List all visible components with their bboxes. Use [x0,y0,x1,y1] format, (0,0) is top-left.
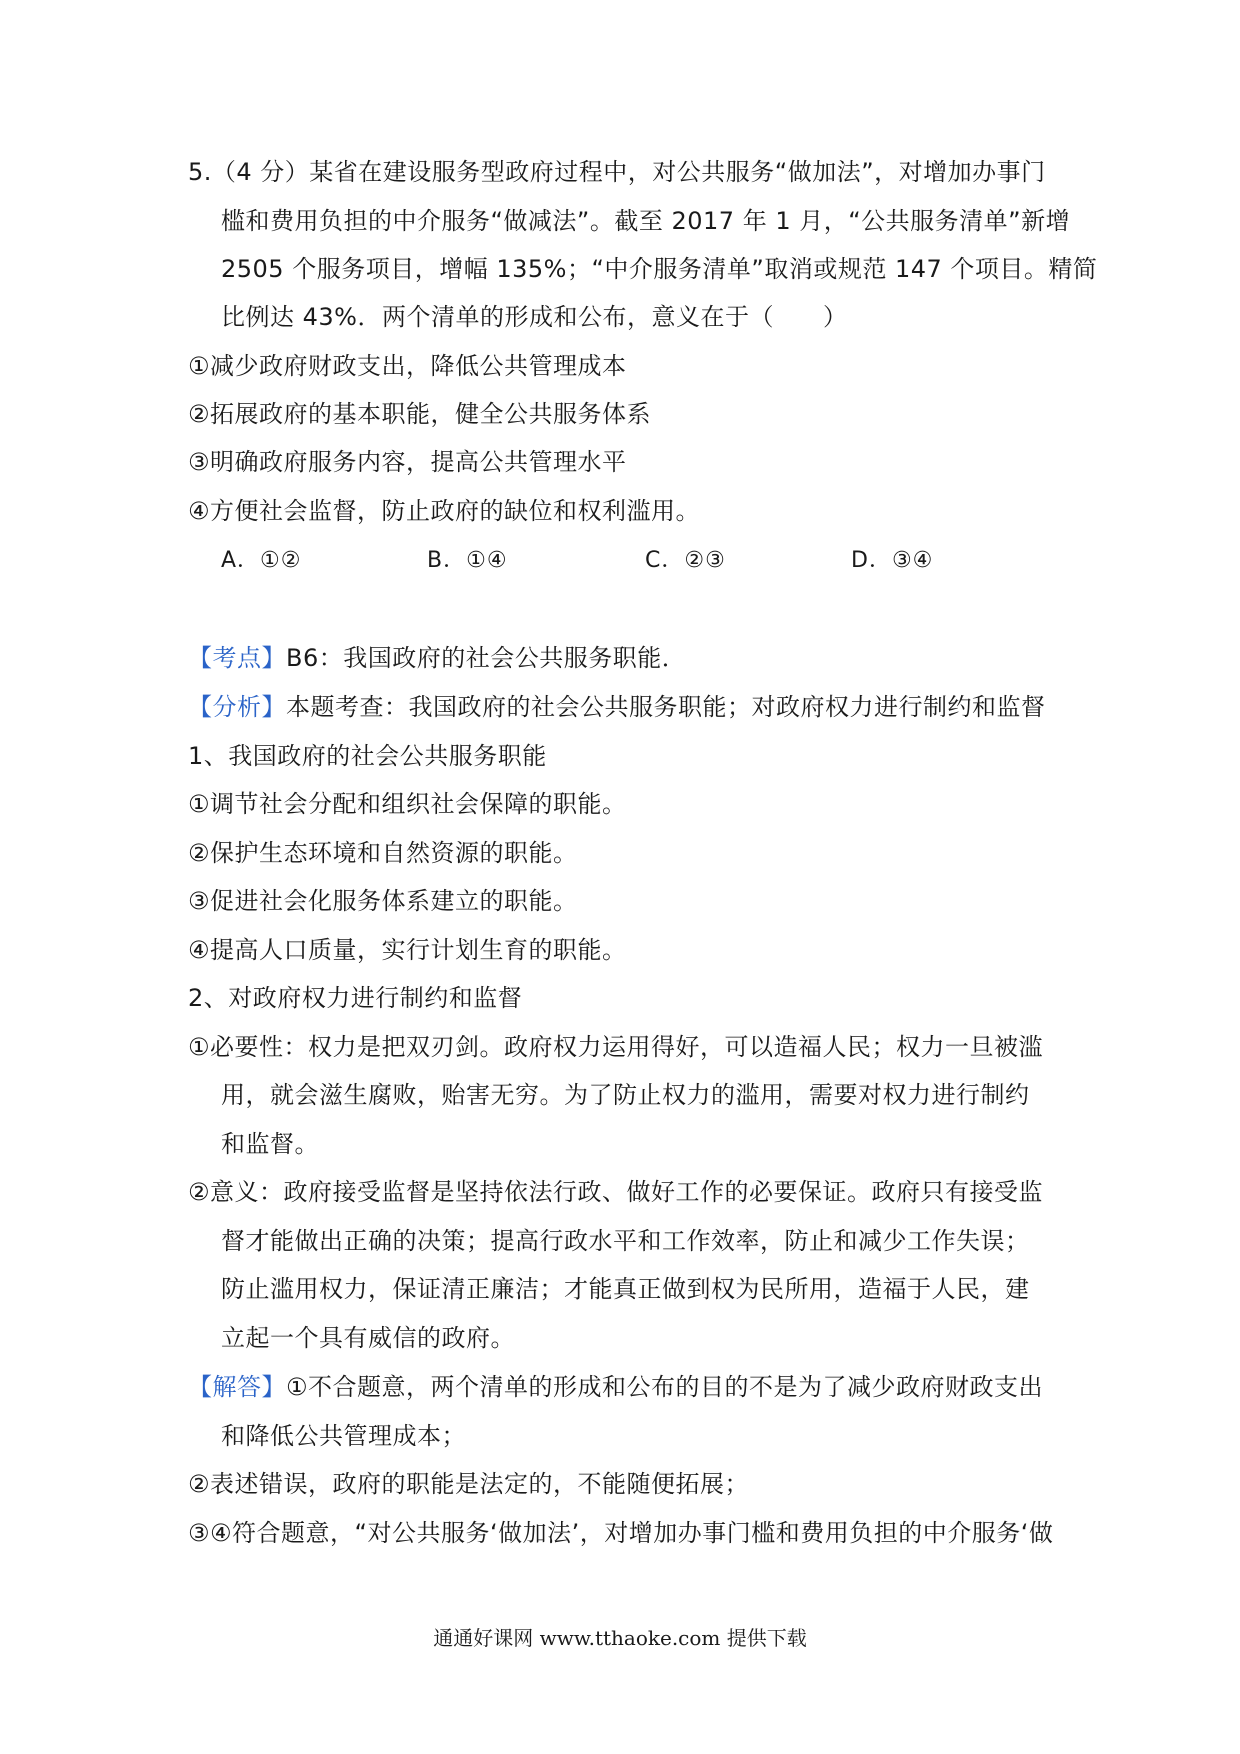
option-b: B．①④ [427,548,508,573]
fenxi-item: ④提高人口质量，实行计划生育的职能。 [188,936,627,964]
statement-item-4: ④方便社会监督，防止政府的缺位和权利滥用。 [188,497,701,525]
option-d: D．③④ [851,548,934,573]
jieda-paragraph-line: ③④符合题意，“对公共服务‘做加法’，对增加办事门槛和费用负担的中介服务‘做 [188,1519,1054,1547]
option-c: C．②③ [645,548,726,573]
fenxi-tag: 【分析】 [188,693,286,721]
fenxi-line [188,691,1046,723]
statement-item-1: ①减少政府财政支出，降低公共管理成本 [188,352,627,380]
option-a: A．①② [221,548,302,573]
fenxi-item: ①调节社会分配和组织社会保障的职能。 [188,790,627,818]
jieda-tag: 【解答】 [188,1373,286,1401]
question-line-2: 槛和费用负担的中介服务“做减法”。截至 2017 年 1 月，“公共服务清单”新增 [221,207,1071,235]
kaodian-line [188,642,686,674]
kaodian-tag: 【考点】 [188,644,286,672]
fenxi-paragraph-line: 立起一个具有威信的政府。 [221,1324,515,1352]
kaodian-text: B6：我国政府的社会公共服务职能． [286,644,687,672]
fenxi-subheading-1: 1、我国政府的社会公共服务职能 [188,742,547,770]
jieda-text: ①不合题意，两个清单的形成和公布的目的不是为了减少政府财政支出 [286,1373,1044,1401]
fenxi-item: ②保护生态环境和自然资源的职能。 [188,839,578,867]
jieda-paragraph-line: 和降低公共管理成本； [221,1422,466,1450]
fenxi-paragraph-line: ①必要性：权力是把双刃剑。政府权力运用得好，可以造福人民；权力一旦被滥 [188,1033,1044,1061]
fenxi-text: 本题考查：我国政府的社会公共服务职能；对政府权力进行制约和监督 [286,693,1046,721]
jieda-line [188,1371,1043,1403]
jieda-paragraph-line: ②表述错误，政府的职能是法定的，不能随便拓展； [188,1470,750,1498]
footer-source: 通通好课网 www.tthaoke.com 提供下载 [433,1626,807,1650]
question-line-1: 5.（4 分）某省在建设服务型政府过程中，对公共服务“做加法”，对增加办事门 [188,158,1046,186]
fenxi-paragraph-line: 和监督。 [221,1130,319,1158]
fenxi-paragraph-line: 防止滥用权力，保证清正廉洁；才能真正做到权为民所用，造福于人民，建 [221,1275,1030,1303]
fenxi-paragraph-line: ②意义：政府接受监督是坚持依法行政、做好工作的必要保证。政府只有接受监 [188,1178,1044,1206]
fenxi-item: ③促进社会化服务体系建立的职能。 [188,887,578,915]
statement-item-3: ③明确政府服务内容，提高公共管理水平 [188,448,627,476]
fenxi-paragraph-line: 用，就会滋生腐败，贻害无穷。为了防止权力的滥用，需要对权力进行制约 [221,1081,1030,1109]
question-line-3: 2505 个服务项目，增幅 135%；“中介服务清单”取消或规范 147 个项目。精简 [221,255,1098,283]
fenxi-paragraph-line: 督才能做出正确的决策；提高行政水平和工作效率，防止和减少工作失误； [221,1227,1030,1255]
question-line-4: 比例达 43%．两个清单的形成和公布，意义在于（ ） [221,303,848,331]
statement-item-2: ②拓展政府的基本职能，健全公共服务体系 [188,400,652,428]
fenxi-subheading-2: 2、对政府权力进行制约和监督 [188,984,523,1012]
